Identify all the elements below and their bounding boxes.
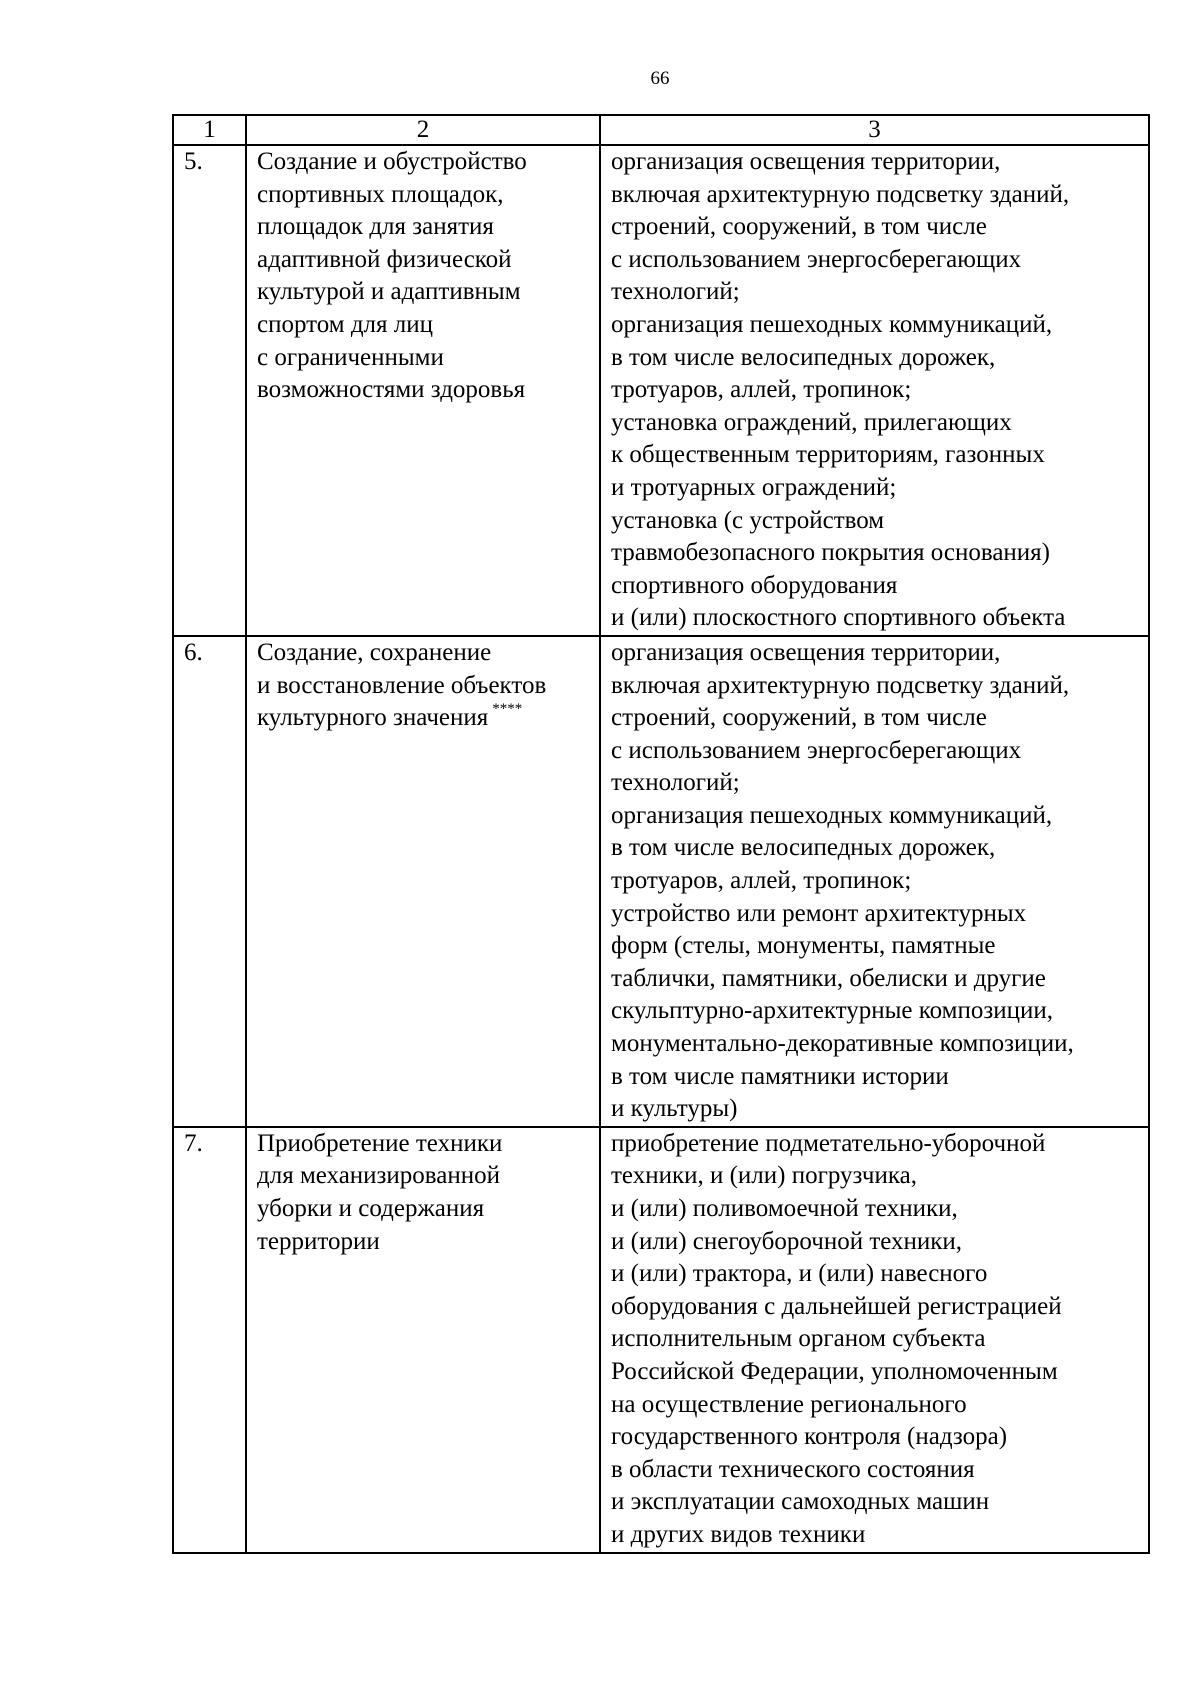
row-description-line: в том числе памятники истории — [611, 1062, 949, 1090]
row-description-line: установка (с устройством — [611, 506, 885, 534]
row-description-line: строений, сооружений, в том числе — [611, 213, 987, 241]
row-description-line: скульптурно-архитектурные композиции, — [611, 997, 1054, 1025]
row-description-line: с использованием энергосберегающих — [611, 736, 1022, 764]
row-title-line — [257, 374, 595, 407]
row-description-line: тротуаров, аллей, тропинок; — [611, 867, 912, 895]
column-header-2: 2 — [246, 115, 600, 145]
row-description-line: в том числе велосипедных дорожек, — [611, 343, 996, 371]
row-title-cell — [246, 636, 600, 1127]
measures-table — [172, 114, 1150, 1554]
row-description-line: и (или) трактора, и (или) навесного — [611, 1260, 988, 1288]
row-description-line: форм (стелы, монументы, памятные — [611, 932, 996, 960]
row-title-text: Приобретение техники — [257, 1129, 503, 1157]
row-description-line: и культуры) — [611, 1095, 738, 1123]
column-header-3: 3 — [600, 115, 1149, 145]
row-description-line: организация пешеходных коммуникаций, — [611, 310, 1053, 338]
row-description-line: и других видов техники — [611, 1520, 866, 1548]
row-description-cell — [600, 636, 1149, 1127]
row-title-line — [257, 244, 595, 277]
row-description-line: на осуществление регионального — [611, 1390, 967, 1418]
row-title-line — [257, 276, 595, 309]
row-title-text: спортом для лиц — [257, 310, 434, 338]
page-number: 66 — [650, 68, 670, 89]
row-description-line: спортивного оборудования — [611, 571, 898, 599]
row-title-cell — [246, 145, 600, 636]
row-description-line: и (или) поливомоечной техники, — [611, 1195, 958, 1222]
row-title-line — [257, 1160, 595, 1193]
row-description-line: травмобезопасного покрытия основания) — [611, 539, 1051, 567]
row-description-line: в том числе велосипедных дорожек, — [611, 834, 996, 862]
row-title-text: спортивных площадок, — [257, 180, 504, 208]
row-description-line: и (или) плоскостного спортивного объекта — [611, 604, 1066, 632]
row-title-line — [257, 309, 595, 342]
row-title-text: возможностями здоровья — [257, 376, 526, 404]
row-title-line — [257, 1193, 595, 1226]
row-description-line: установка ограждений, прилегающих — [611, 408, 1012, 436]
table-row — [173, 636, 1149, 1127]
row-title-text: культурного значения — [257, 704, 489, 732]
row-title-text: Создание, сохранение — [257, 638, 492, 666]
row-title-line — [257, 637, 595, 670]
row-description-line: организация освещения территории, — [611, 638, 1001, 666]
row-description-line: техники, и (или) погрузчика, — [611, 1162, 917, 1190]
row-description-line: включая архитектурную подсветку зданий, — [611, 671, 1070, 699]
footnote-marker: **** — [492, 701, 523, 718]
row-description-line: организация освещения территории, — [611, 148, 1001, 175]
row-description-line: технологий; — [611, 769, 740, 797]
row-description-cell — [600, 145, 1149, 636]
row-description-line: исполнительным органом субъекта — [611, 1325, 986, 1353]
row-title-line — [257, 702, 595, 735]
row-title-text: с ограниченными — [257, 343, 444, 371]
row-number: 7. — [173, 1127, 246, 1553]
row-description-line: к общественным территориям, газонных — [611, 441, 1045, 469]
row-title-text: адаптивной физической — [257, 245, 512, 273]
row-title-text: территории — [257, 1227, 380, 1255]
row-title-text: для механизированной — [257, 1162, 501, 1190]
row-description-line: и эксплуатации самоходных машин — [611, 1488, 990, 1516]
row-title-line — [257, 211, 595, 244]
row-number: 5. — [173, 145, 246, 636]
row-description-line: Российской Федерации, уполномоченным — [611, 1357, 1058, 1385]
row-description-line: в области технического состояния — [611, 1455, 975, 1483]
row-description-line: приобретение подметательно-уборочной — [611, 1129, 1046, 1157]
table-row — [173, 145, 1149, 636]
row-description-line: государственного контроля (надзора) — [611, 1423, 1008, 1451]
row-description-line: монументально-декоративные композиции, — [611, 1030, 1074, 1058]
row-number: 6. — [173, 636, 246, 1127]
row-title-line — [257, 1226, 595, 1259]
row-description-line: и (или) снегоуборочной техники, — [611, 1227, 963, 1255]
row-description-line: организация пешеходных коммуникаций, — [611, 801, 1053, 829]
row-description-line: и тротуарных ограждений; — [611, 473, 897, 501]
row-title-line — [257, 179, 595, 212]
row-title-cell — [246, 1127, 600, 1553]
row-title-line — [257, 146, 595, 179]
row-title-text: уборки и содержания — [257, 1195, 485, 1222]
row-description-line: устройство или ремонт архитектурных — [611, 899, 1027, 927]
row-description-line: оборудования с дальнейшей регистрацией — [611, 1292, 1062, 1320]
row-title-line — [257, 342, 595, 375]
table-header-row — [173, 115, 1149, 145]
table-row — [173, 1127, 1149, 1553]
row-title-text: Создание и обустройство — [257, 148, 527, 175]
row-title-text: культурой и адаптивным — [257, 278, 521, 306]
row-description-line: тротуаров, аллей, тропинок; — [611, 376, 912, 404]
row-description-line: таблички, памятники, обелиски и другие — [611, 964, 1046, 992]
row-description-line: с использованием энергосберегающих — [611, 245, 1022, 273]
row-description-cell — [600, 1127, 1149, 1553]
row-title-text: площадок для занятия — [257, 213, 494, 241]
row-title-line — [257, 1128, 595, 1161]
row-title-text: и восстановление объектов — [257, 671, 547, 699]
row-title-line — [257, 670, 595, 703]
column-header-1: 1 — [173, 115, 246, 145]
row-description-line: строений, сооружений, в том числе — [611, 704, 987, 732]
row-description-line: включая архитектурную подсветку зданий, — [611, 180, 1070, 208]
row-description-line: технологий; — [611, 278, 740, 306]
